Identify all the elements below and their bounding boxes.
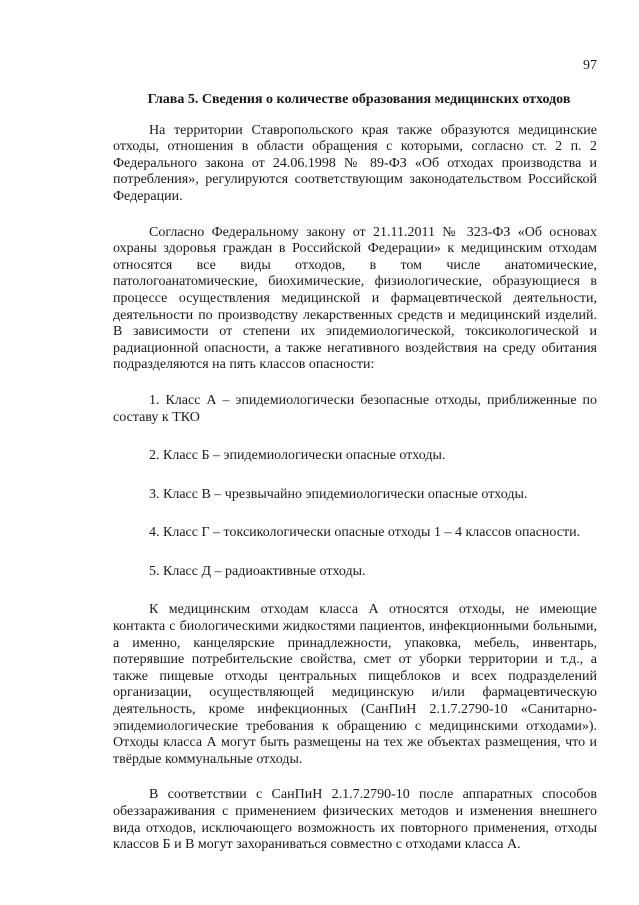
- paragraph-3: К медицинским отходам класса А относятся отходы, не имеющие контакта с биологическими жидкостями пациентов, инфекционными больными, а именно, канцелярские принадлежности, упаковка, мебель, инвентарь, потерявшие потребительские свойства, смет от уборки территории и т.д., а также пищевые отходы центральных пищеблоков и всех подразделений организации, осуществляющей медицинскую и/или фармацевтическую деятельность, кроме инфекционных (СанПиН 2.1.7.2790-10 «Санитарно-эпидемиологические требования к обращению с медицинскими отходами»). Отходы класса А могут быть размещены на тех же объектах размещения, что и твёрдые коммунальные отходы.: [113, 602, 597, 767]
- page-content: [113, 92, 597, 854]
- page-number: 97: [583, 58, 597, 73]
- class-item-g: 4. Класс Г – токсикологически опасные отходы 1 – 4 классов опасности.: [149, 525, 581, 541]
- class-item-d: 5. Класс Д – радиоактивные отходы.: [149, 563, 366, 579]
- class-item-v: 3. Класс В – чрезвычайно эпидемиологически опасные отходы.: [149, 486, 528, 502]
- class-item-a: 1. Класс А – эпидемиологически безопасные отходы, приближенные по составу к ТКО: [113, 392, 597, 425]
- chapter-title: Глава 5. Сведения о количестве образования медицинских отходов: [147, 92, 571, 107]
- paragraph-4: В соответствии с СанПиН 2.1.7.2790-10 после аппаратных способов обеззараживания с применением физических методов и изменения внешнего вида отходов, исключающего возможность их повторного применения, отходы классов Б и В могут захораниваться совместно с отходами класса А.: [113, 787, 597, 853]
- class-item-b: 2. Класс Б – эпидемиологически опасные отходы.: [149, 448, 446, 464]
- paragraph-2: Согласно Федеральному закону от 21.11.2011 № 323-ФЗ «Об основах охраны здоровья граждан в Российской Федерации» к медицинским отходам относятся все виды отходов, в том числе анатомические, патологоанатомические, биохимические, физиологические, образующиеся в процессе осуществления медицинской и фармацевтической деятельности, деятельности по производству лекарственных средств и медицинский изделий. В зависимости от степени их эпидемиологической, токсикологической и радиационной опасности, а также негативного воздействия на среду обитания подразделяются на пять классов опасности:: [113, 224, 597, 373]
- paragraph-1: На территории Ставропольского края также образуются медицинские отходы, отношения в области обращения с которыми, согласно ст. 2 п. 2 Федерального закона от 24.06.1998 № 89-ФЗ «Об отходах производства и потребления», регулируются соответствующим законодательством Российской Федерации.: [113, 122, 597, 204]
